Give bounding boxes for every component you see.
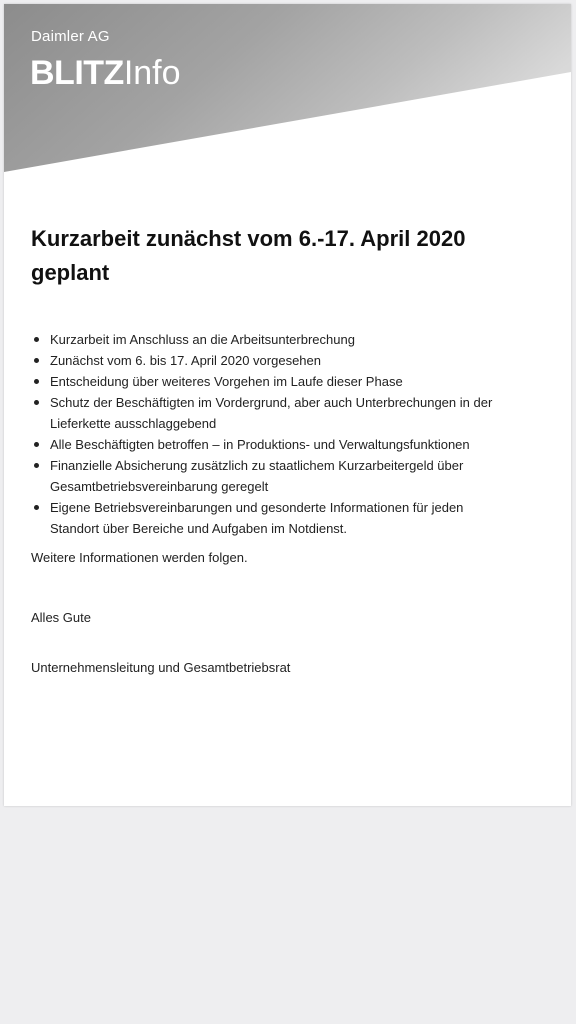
bullet-list — [31, 329, 511, 539]
list-item-text: Zunächst vom 6. bis 17. April 2020 vorgesehen — [50, 353, 321, 368]
list-item-text: Kurzarbeit im Anschluss an die Arbeitsunterbrechung — [50, 332, 355, 347]
list-item — [31, 329, 511, 350]
signature-text: Unternehmensleitung und Gesamtbetriebsrat — [31, 660, 291, 675]
list-item — [31, 455, 511, 497]
list-item — [31, 350, 511, 371]
header-banner — [4, 4, 571, 174]
list-item — [31, 371, 511, 392]
more-info-text: Weitere Informationen werden folgen. — [31, 550, 248, 565]
list-item-text: Finanzielle Absicherung zusätzlich zu staatlichem Kurzarbeitergeld über Gesamtbetriebsvereinbarung geregelt — [50, 458, 464, 494]
list-item-text: Alle Beschäftigten betroffen – in Produktions- und Verwaltungsfunktionen — [50, 437, 470, 452]
list-item-text: Schutz der Beschäftigten im Vordergrund, aber auch Unterbrechungen in der Lieferkette ausschlaggebend — [50, 395, 493, 431]
list-item — [31, 434, 511, 455]
logo-light: Info — [123, 54, 181, 92]
bullet-icon — [34, 505, 39, 510]
bullet-icon — [34, 442, 39, 447]
list-item — [31, 497, 511, 539]
bullet-icon — [34, 337, 39, 342]
list-item-text: Entscheidung über weiteres Vorgehen im Laufe dieser Phase — [50, 374, 403, 389]
list-item — [31, 392, 511, 434]
bullet-icon — [34, 358, 39, 363]
greeting-text: Alles Gute — [31, 610, 91, 625]
company-name: Daimler AG — [31, 28, 110, 45]
bullet-icon — [34, 379, 39, 384]
article-title: Kurzarbeit zunächst vom 6.-17. April 2020 geplant — [31, 226, 466, 285]
document-card — [4, 4, 571, 806]
logo-bold: BLITZ — [30, 54, 124, 92]
list-item-text: Eigene Betriebsvereinbarungen und gesonderte Informationen für jeden Standort über Bereiche und Aufgaben im Notdienst. — [50, 500, 464, 536]
bullet-icon — [34, 400, 39, 405]
blitzinfo-logo — [30, 56, 181, 90]
bullet-icon — [34, 463, 39, 468]
